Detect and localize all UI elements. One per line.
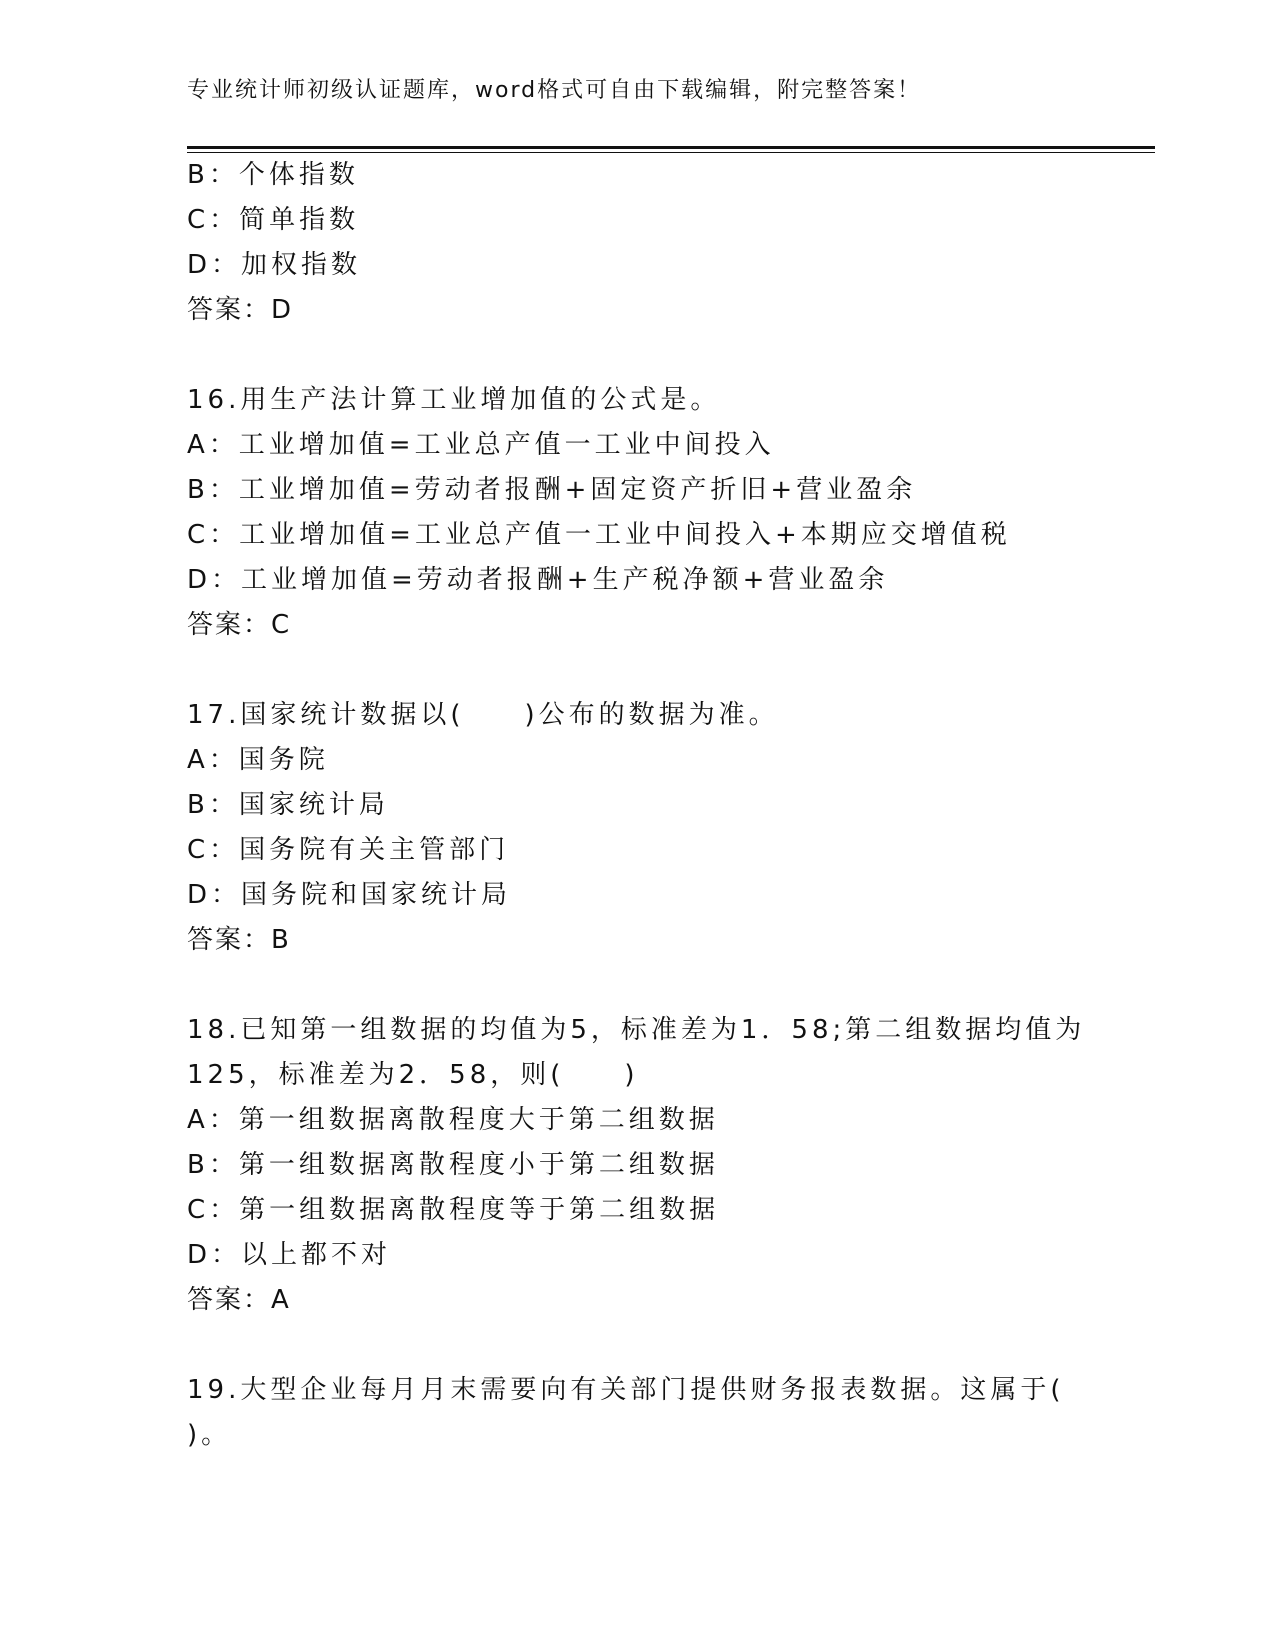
option-c: C：第一组数据离散程度等于第二组数据: [187, 1195, 720, 1225]
option-a: A：国务院: [187, 745, 329, 775]
question-stem-continued: 125，标准差为2．58，则( ): [187, 1060, 639, 1090]
option-d: D：工业增加值=劳动者报酬+生产税净额+营业盈余: [187, 565, 889, 595]
option-b: B：国家统计局: [187, 790, 389, 820]
answer-label: 答案：C: [187, 610, 292, 640]
option-b: B：工业增加值=劳动者报酬+固定资产折旧+营业盈余: [187, 475, 917, 505]
answer-label: 答案：A: [187, 1285, 291, 1315]
question-stem: 18.已知第一组数据的均值为5，标准差为1．58;第二组数据均值为: [187, 1015, 1086, 1045]
option-d: D：以上都不对: [187, 1240, 392, 1270]
option-b: B：个体指数: [187, 160, 359, 190]
option-a: A：第一组数据离散程度大于第二组数据: [187, 1105, 719, 1135]
answer-label: 答案：D: [187, 295, 294, 325]
question-stem-continued: )。: [187, 1420, 232, 1450]
question-stem: 19.大型企业每月月末需要向有关部门提供财务报表数据。这属于(: [187, 1375, 1065, 1405]
answer-label: 答案：B: [187, 925, 291, 955]
header-rule-thick: [187, 146, 1155, 149]
option-c: C：国务院有关主管部门: [187, 835, 510, 865]
option-d: D：加权指数: [187, 250, 362, 280]
question-stem: 17.国家统计数据以( )公布的数据为准。: [187, 700, 779, 730]
option-b: B：第一组数据离散程度小于第二组数据: [187, 1150, 719, 1180]
option-c: C：简单指数: [187, 205, 360, 235]
page-header: 专业统计师初级认证题库，word格式可自由下载编辑，附完整答案！: [187, 78, 922, 103]
option-d: D：国务院和国家统计局: [187, 880, 512, 910]
option-a: A：工业增加值=工业总产值一工业中间投入: [187, 430, 775, 460]
header-rule-thin: [187, 152, 1155, 153]
question-stem: 16.用生产法计算工业增加值的公式是。: [187, 385, 721, 415]
option-c: C：工业增加值=工业总产值一工业中间投入+本期应交增值税: [187, 520, 1011, 550]
